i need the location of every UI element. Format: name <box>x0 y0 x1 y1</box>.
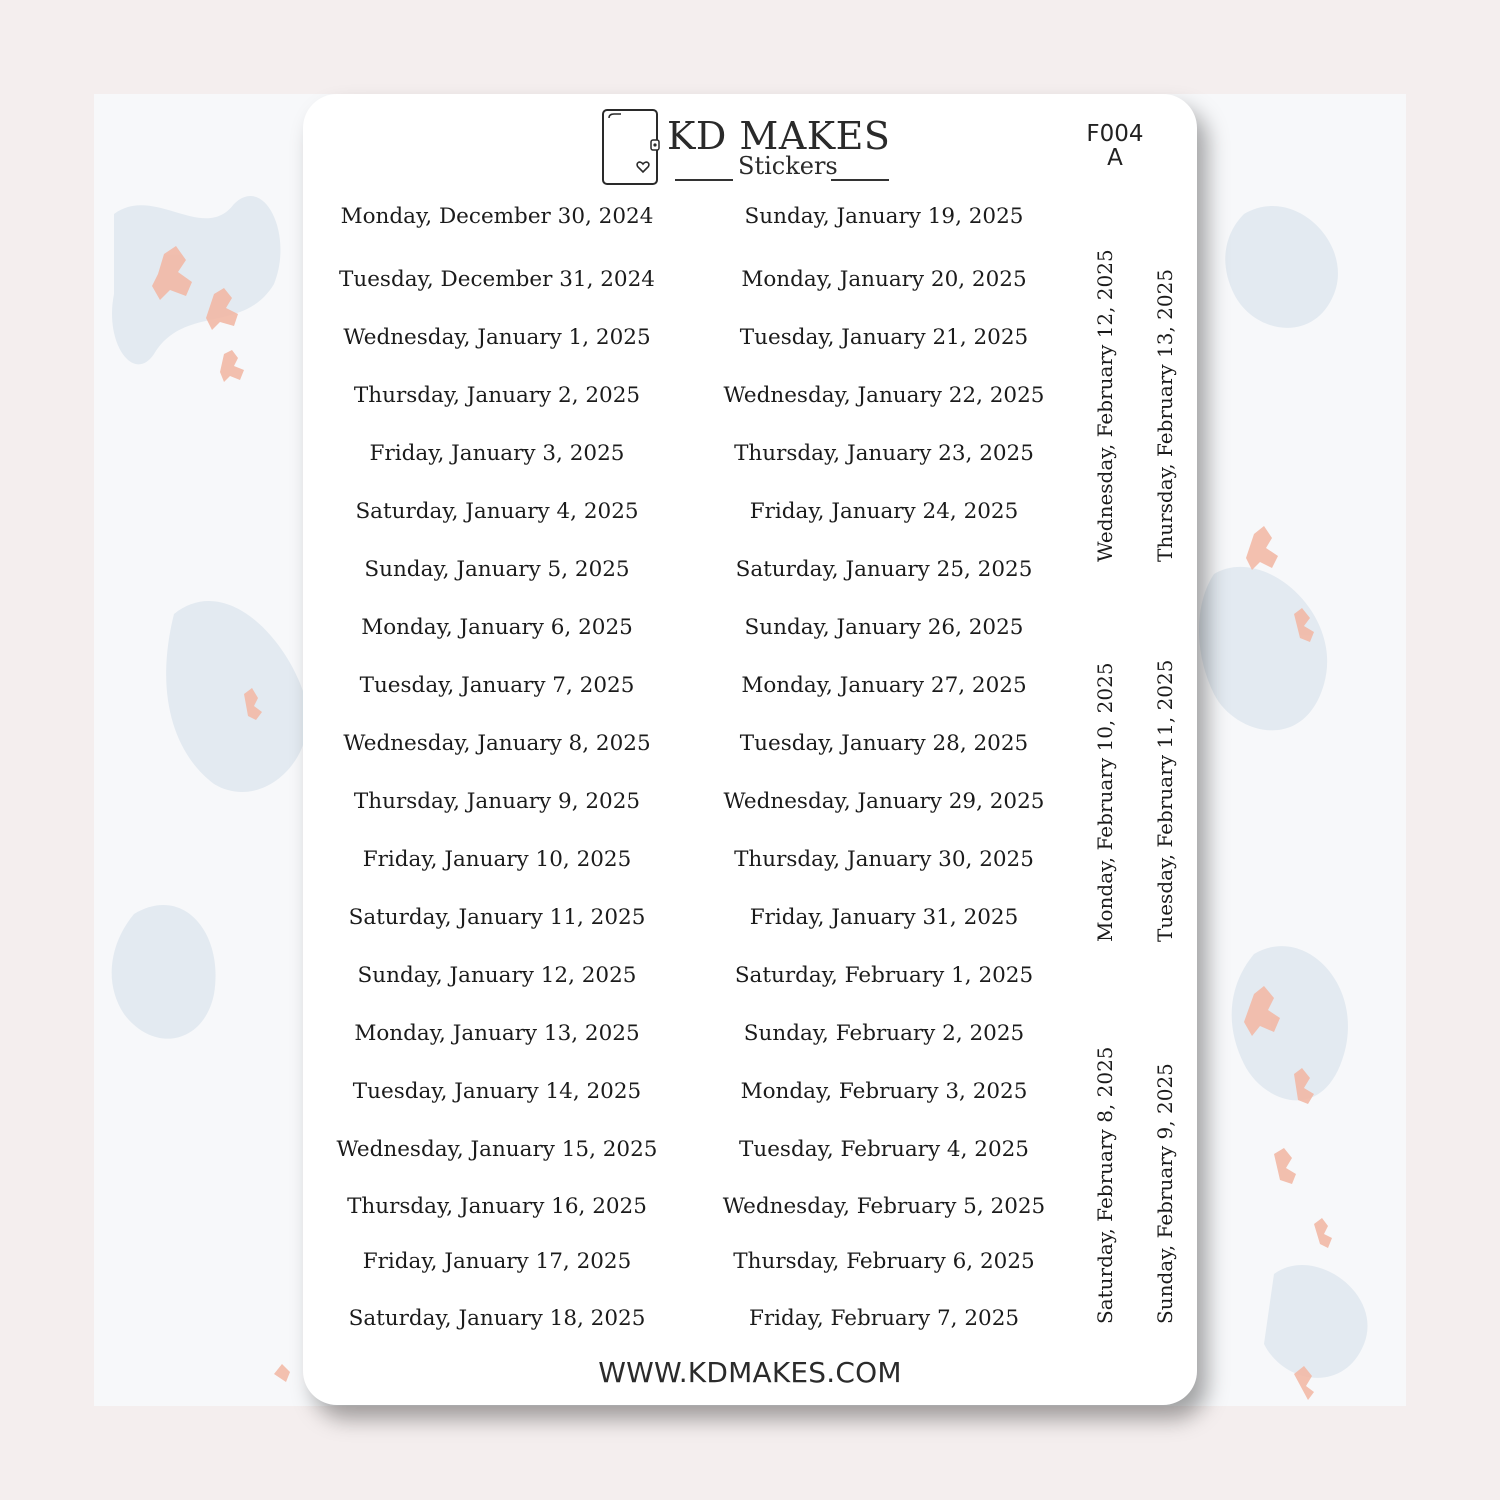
brand-name: KD MAKES <box>667 114 891 158</box>
date-sticker: Friday, January 24, 2025 <box>749 499 1019 524</box>
date-sticker: Friday, January 10, 2025 <box>362 847 632 872</box>
vertical-date-sticker: Sunday, February 9, 2025 <box>1153 1063 1177 1324</box>
date-sticker: Wednesday, January 29, 2025 <box>723 789 1045 814</box>
date-sticker: Friday, January 17, 2025 <box>362 1249 632 1274</box>
tagline-rule-left <box>675 179 733 181</box>
sheet-code-variant: A <box>1107 145 1123 171</box>
date-sticker: Thursday, January 23, 2025 <box>734 441 1034 466</box>
date-sticker: Tuesday, January 21, 2025 <box>739 325 1029 350</box>
vertical-date-sticker: Tuesday, February 11, 2025 <box>1153 659 1177 942</box>
sheet-code <box>1073 122 1157 170</box>
date-sticker: Thursday, January 16, 2025 <box>347 1194 647 1219</box>
date-sticker: Tuesday, February 4, 2025 <box>739 1137 1029 1162</box>
date-sticker: Thursday, January 2, 2025 <box>353 383 641 408</box>
sheet-code-number: F004 <box>1086 121 1144 147</box>
date-sticker: Thursday, February 6, 2025 <box>733 1249 1035 1274</box>
date-sticker: Saturday, January 4, 2025 <box>355 499 639 524</box>
date-sticker: Tuesday, December 31, 2024 <box>339 267 655 292</box>
date-sticker: Saturday, January 18, 2025 <box>348 1306 646 1331</box>
vertical-date-sticker: Saturday, February 8, 2025 <box>1093 1046 1117 1324</box>
date-sticker: Saturday, January 25, 2025 <box>735 557 1033 582</box>
footer-url: WWW.KDMAKES.COM <box>598 1356 902 1389</box>
date-sticker: Monday, January 6, 2025 <box>361 615 633 640</box>
date-sticker: Monday, January 13, 2025 <box>354 1021 640 1046</box>
date-sticker: Friday, January 3, 2025 <box>369 441 625 466</box>
date-sticker: Wednesday, January 1, 2025 <box>343 325 651 350</box>
date-sticker: Wednesday, January 22, 2025 <box>723 383 1045 408</box>
date-sticker: Wednesday, January 8, 2025 <box>343 731 651 756</box>
date-sticker: Monday, December 30, 2024 <box>340 204 654 229</box>
date-sticker: Tuesday, January 14, 2025 <box>352 1079 642 1104</box>
date-sticker: Thursday, January 30, 2025 <box>734 847 1034 872</box>
vertical-date-sticker: Thursday, February 13, 2025 <box>1153 268 1177 562</box>
date-sticker: Tuesday, January 28, 2025 <box>739 731 1029 756</box>
date-sticker: Sunday, January 12, 2025 <box>357 963 637 988</box>
date-sticker: Thursday, January 9, 2025 <box>353 789 641 814</box>
planner-icon <box>601 108 661 186</box>
date-sticker: Sunday, January 26, 2025 <box>744 615 1024 640</box>
date-sticker: Saturday, February 1, 2025 <box>734 963 1034 988</box>
tagline-rule-right <box>831 179 889 181</box>
date-sticker: Sunday, January 5, 2025 <box>364 557 630 582</box>
date-sticker: Monday, February 3, 2025 <box>740 1079 1028 1104</box>
vertical-date-sticker: Wednesday, February 12, 2025 <box>1093 249 1117 562</box>
date-sticker: Wednesday, January 15, 2025 <box>336 1137 658 1162</box>
date-sticker: Friday, February 7, 2025 <box>748 1306 1020 1331</box>
date-sticker: Tuesday, January 7, 2025 <box>359 673 635 698</box>
date-sticker: Wednesday, February 5, 2025 <box>722 1194 1046 1219</box>
date-sticker: Saturday, January 11, 2025 <box>348 905 646 930</box>
date-sticker: Friday, January 31, 2025 <box>749 905 1019 930</box>
date-sticker: Monday, January 27, 2025 <box>741 673 1027 698</box>
sticker-sheet <box>303 94 1197 1405</box>
date-sticker: Sunday, February 2, 2025 <box>743 1021 1025 1046</box>
date-sticker: Monday, January 20, 2025 <box>741 267 1027 292</box>
date-sticker: Sunday, January 19, 2025 <box>744 204 1024 229</box>
vertical-date-sticker: Monday, February 10, 2025 <box>1093 662 1117 942</box>
brand-tagline: Stickers <box>738 152 838 180</box>
